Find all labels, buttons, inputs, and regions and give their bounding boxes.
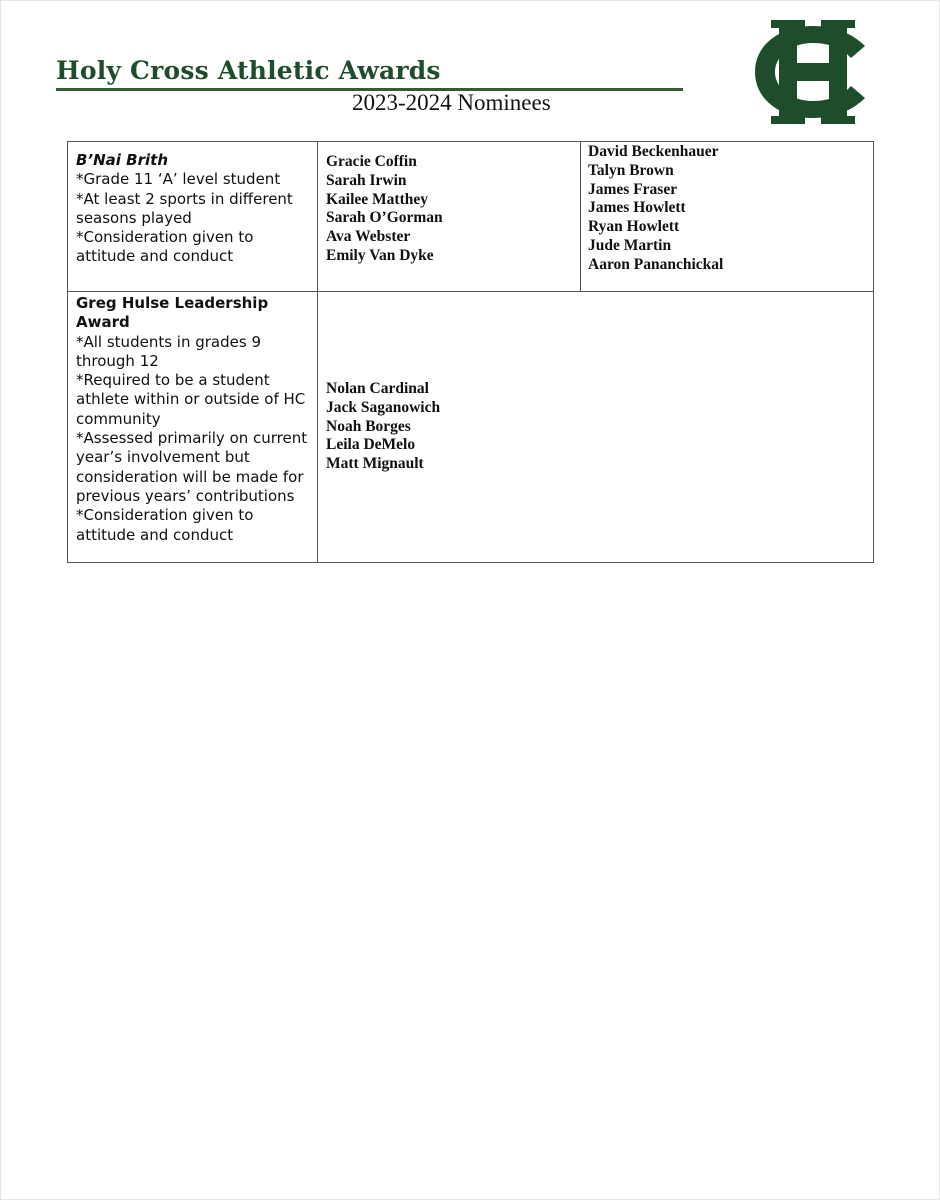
nominee-name: James Fraser [588,180,678,198]
nominee-name: Talyn Brown [588,161,674,179]
criteria-item: *Consideration given to attitude and conduct [76,506,254,544]
nominee-name: David Beckenhauer [588,143,719,160]
nominee-name: Gracie Coffin [326,153,417,170]
nominees-cell [318,292,581,563]
nominee-name: Nolan Cardinal [326,380,429,397]
criteria-item: *Consideration given to attitude and conduct [76,228,254,266]
criteria-item: *All students in grades 9 through 12 [76,332,261,370]
nominee-name: Noah Borges [326,417,411,435]
nominee-name: Kailee Matthey [326,190,429,208]
page-title: Holy Cross Athletic Awards [56,56,441,85]
nominee-name: Ava Webster [326,228,411,246]
nominees-cell [581,142,874,292]
nominee-name: Leila DeMelo [326,436,416,454]
criteria-cell [68,292,318,563]
nominees-cell [318,142,581,292]
criteria-item: *Grade 11 ‘A’ level student [76,170,281,189]
nominee-name: James Howlett [588,199,686,217]
table-row [68,142,874,292]
nominee-name: Matt Mignault [326,455,424,473]
criteria-item: *At least 2 sports in different seasons played [76,189,293,227]
nominee-name: Jude Martin [588,236,672,254]
empty-cell [581,292,874,563]
nominee-name: Ryan Howlett [588,218,680,236]
criteria-item: *Required to be a student athlete within or outside of HC community [76,371,306,428]
nominee-name: Aaron Pananchickal [588,255,724,273]
nominee-name: Sarah Irwin [326,171,407,189]
table-row [68,292,874,563]
award-name: B’Nai Brith [76,151,168,169]
criteria-cell [68,142,318,292]
award-name: Greg Hulse Leadership Award [76,294,269,332]
criteria-item: *Assessed primarily on current year’s involvement but consideration will be made for previous years’ contributions [76,429,308,505]
nominee-name: Sarah O’Gorman [326,209,443,227]
nominees-table [67,141,874,563]
hc-logo-icon [745,20,881,124]
page-subtitle: 2023-2024 Nominees [352,90,551,115]
nominee-name: Jack Saganowich [326,398,441,416]
nominee-name: Emily Van Dyke [326,246,434,264]
